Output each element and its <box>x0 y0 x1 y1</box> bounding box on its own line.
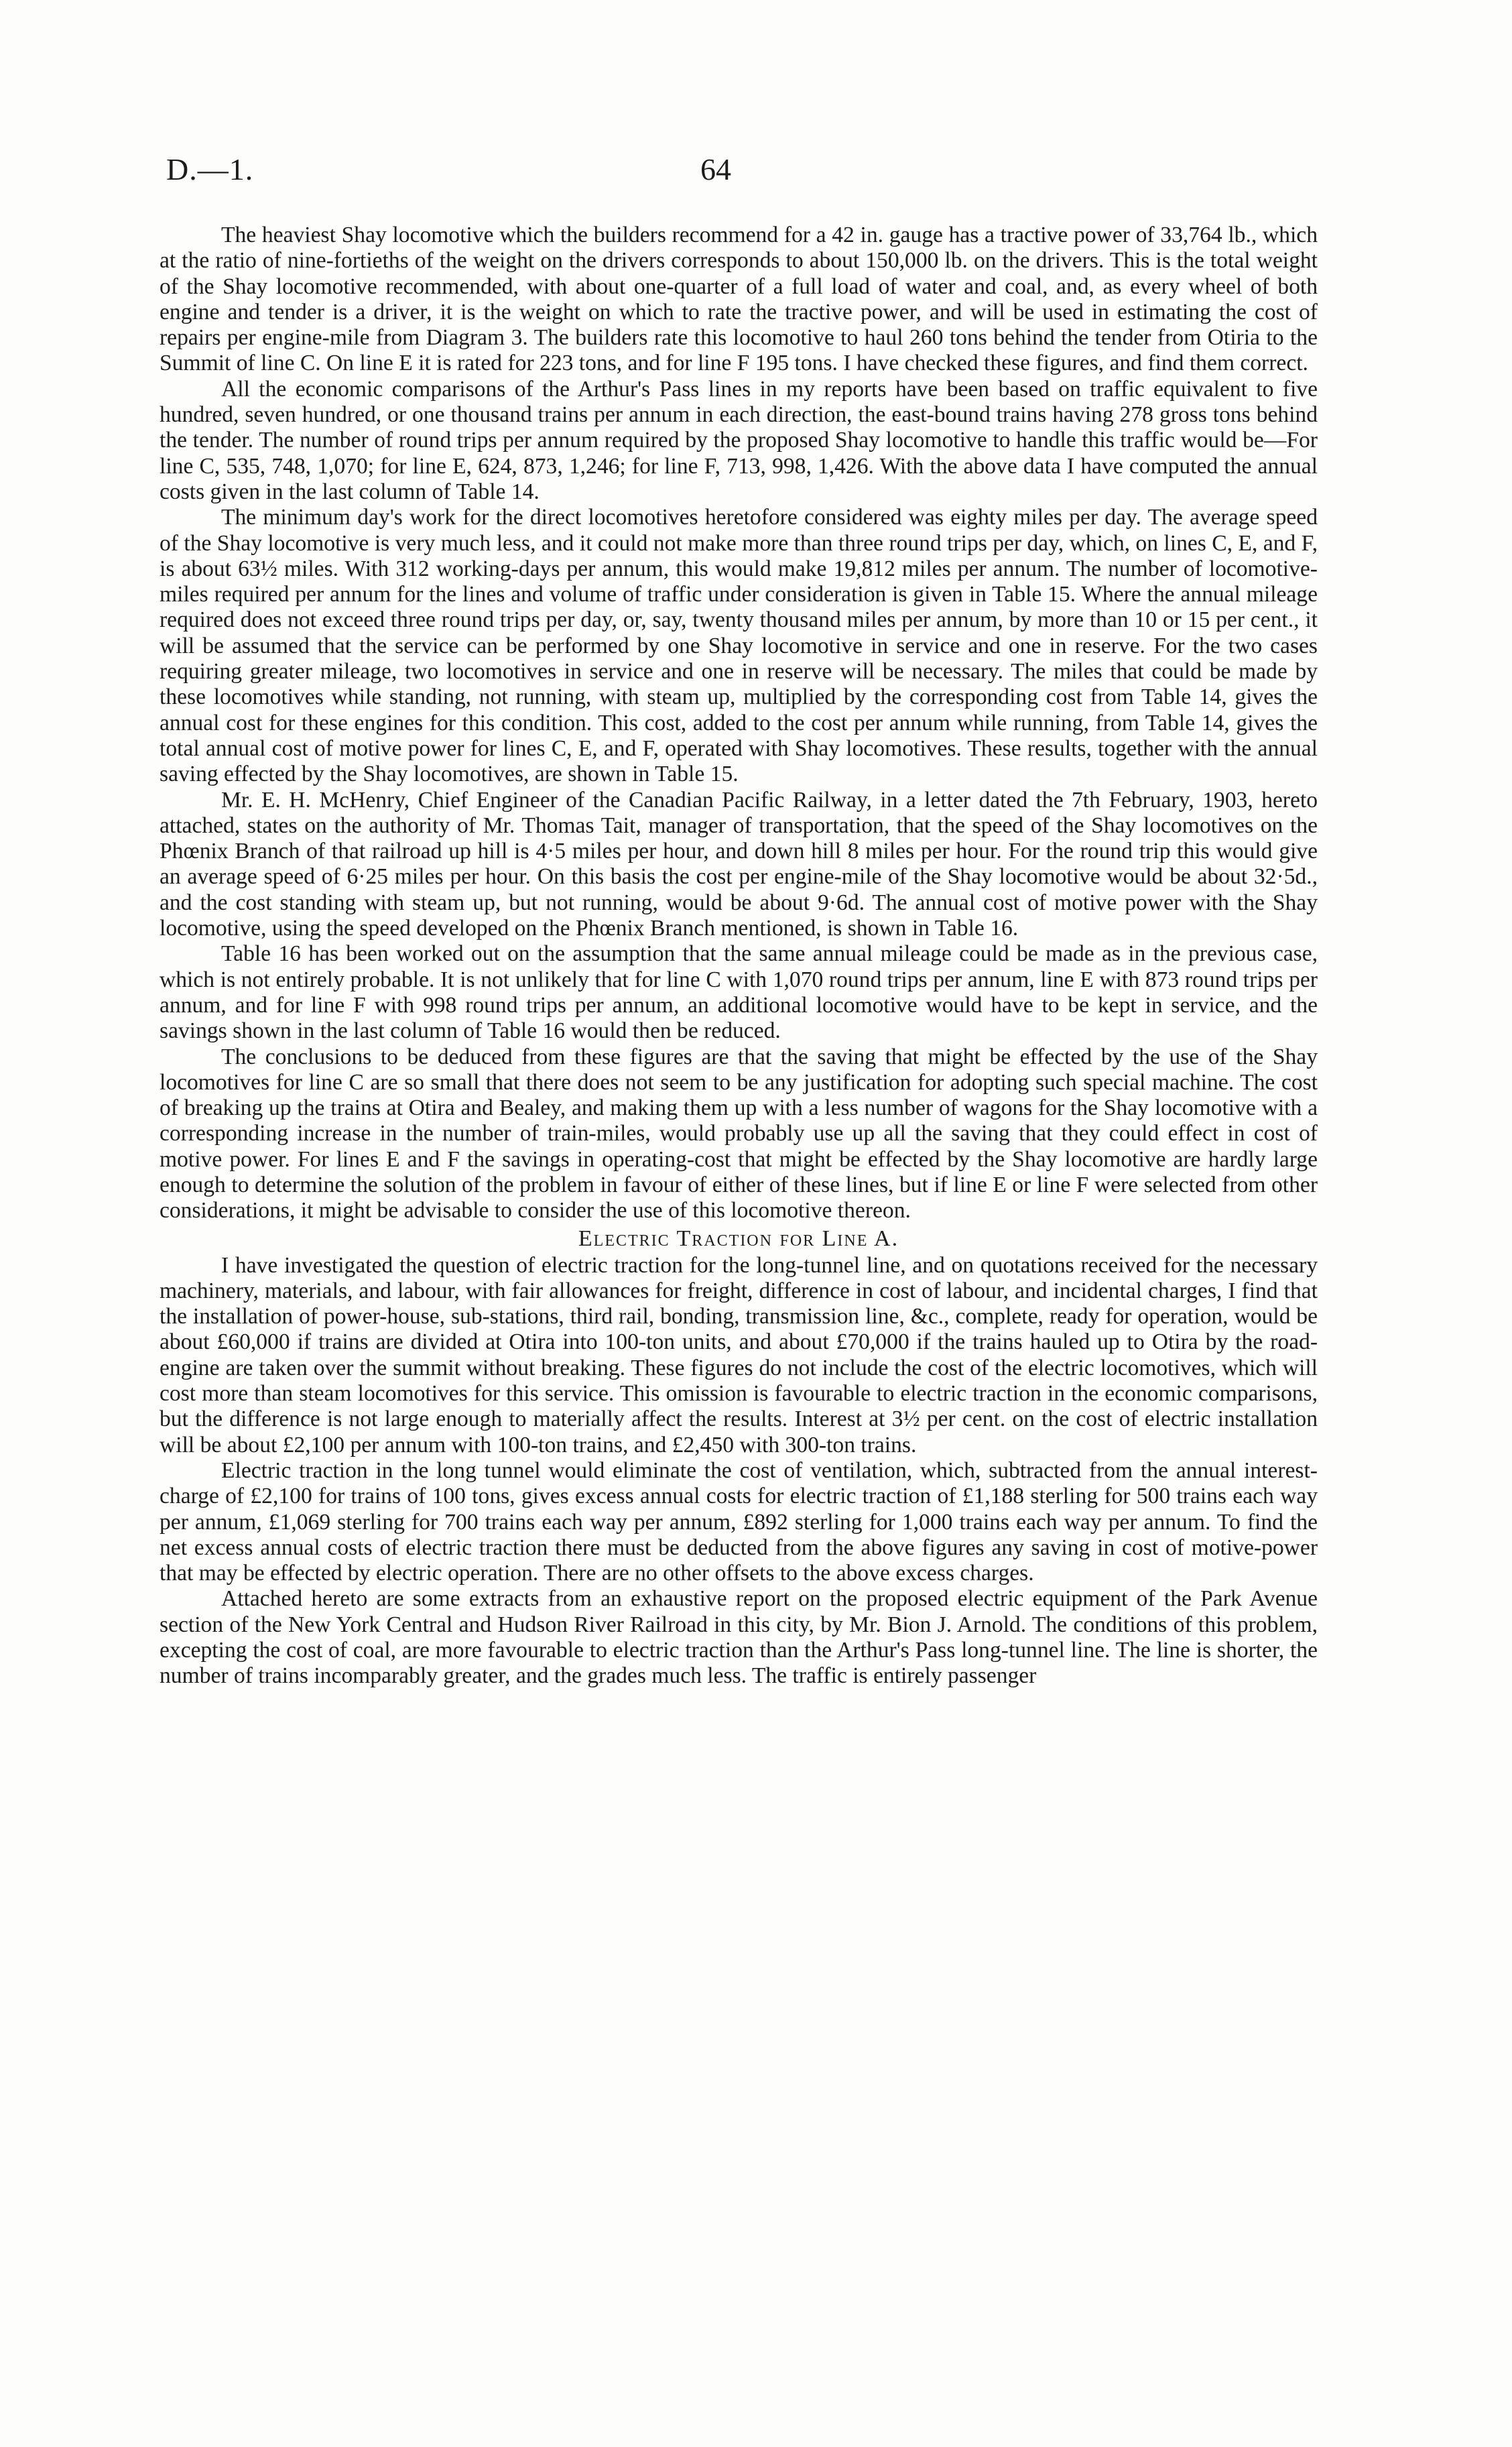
paragraph-shay-tractive-power: The heaviest Shay locomotive which the builders recommend for a 42 in. gauge has a tractive power of 33,764 lb., which at the ratio of nine-fortieths of the weight on the drivers corresponds to about 150,000 lb. on the drivers. This is the total weight of the Shay locomotive recommended, with about one-quarter of a full load of water and coal, and, as every wheel of both engine and tender is a driver, it is the weight on which to rate the tractive power, and will be used in estimating the cost of repairs per engine-mile from Diagram 3. The builders rate this locomotive to haul 260 tons behind the tender from Otiria to the Summit of line C. On line E it is rated for 223 tons, and for line F 195 tons. I have checked these figures, and find them correct. <box>160 223 1318 376</box>
body-text <box>160 223 1318 1689</box>
document-reference: D.—1. <box>166 152 254 186</box>
paragraph-table-16: Table 16 has been worked out on the assumption that the same annual mileage could be made as in the previous case, which is not entirely probable. It is not unlikely that for line C with 1,070 round trips per annum, line E with 873 round trips per annum, and for line F with 998 round trips per annum, an additional locomotive would have to be kept in service, and the savings shown in the last column of Table 16 would then be reduced. <box>160 941 1318 1044</box>
paragraph-arnold-report: Attached hereto are some extracts from an exhaustive report on the proposed electric equipment of the Park Avenue section of the New York Central and Hudson River Railroad in this city, by Mr. Bion J. Arnold. The conditions of this problem, excepting the cost of coal, are more favourable to electric traction than the Arthur's Pass long-tunnel line. The line is shorter, the number of trains incomparably greater, and the grades much less. The traffic is entirely passenger <box>160 1586 1318 1689</box>
paragraph-mchenry-letter: Mr. E. H. McHenry, Chief Engineer of the Canadian Pacific Railway, in a letter dated the 7th February, 1903, hereto attached, states on the authority of Mr. Thomas Tait, manager of transportation, that the speed of the Shay locomotives on the Phœnix Branch of that railroad up hill is 4·5 miles per hour, and down hill 8 miles per hour. For the round trip this would give an average speed of 6·25 miles per hour. On this basis the cost per engine-mile of the Shay locomotive would be about 32·5d., and the cost standing with steam up, but not running, would be about 9·6d. The annual cost of motive power with the Shay locomotive, using the speed developed on the Phœnix Branch mentioned, is shown in Table 16. <box>160 787 1318 941</box>
page-number: 64 <box>700 152 731 186</box>
section-heading: Electric Traction for Line A. <box>578 1226 899 1251</box>
paragraph-electric-installation: I have investigated the question of electric traction for the long-tunnel line, and on quotations received for the necessary machinery, materials, and labour, with fair allowances for freight, difference in cost of labour, and incidental charges, I find that the installation of power-house, sub-stations, third rail, bonding, transmission line, &c., complete, ready for operation, would be about £60,000 if trains are divided at Otira into 100-ton units, and about £70,000 if the trains hauled up to Otira by the road-engine are taken over the summit without breaking. These figures do not include the cost of the electric locomotives, which will cost more than steam locomotives for this service. This omission is favourable to electric traction in the economic comparisons, but the difference is not large enough to materially affect the results. Interest at 3½ per cent. on the cost of electric installation will be about £2,100 per annum with 100-ton trains, and £2,450 with 300-ton trains. <box>160 1252 1318 1457</box>
paragraph-economic-comparisons: All the economic comparisons of the Arthur's Pass lines in my reports have been based on traffic equivalent to five hundred, seven hundred, or one thousand trains per annum in each direction, the east-bound trains having 278 gross tons behind the tender. The number of round trips per annum required by the proposed Shay locomotive to handle this traffic would be—For line C, 535, 748, 1,070; for line E, 624, 873, 1,246; for line F, 713, 998, 1,426. With the above data I have computed the annual costs given in the last column of Table 14. <box>160 376 1318 504</box>
paragraph-electric-ventilation: Electric traction in the long tunnel would eliminate the cost of ventilation, which, subtracted from the annual interest-charge of £2,100 for trains of 100 tons, gives excess annual costs for electric traction of £1,188 sterling for 500 trains each way per annum, £1,069 sterling for 700 trains each way per annum, £892 sterling for 1,000 trains each way per annum. To find the net excess annual costs of electric traction there must be deducted from the above figures any saving in cost of motive-power that may be effected by electric operation. There are no other offsets to the above excess charges. <box>160 1457 1318 1586</box>
paragraph-minimum-days-work: The minimum day's work for the direct locomotives heretofore considered was eighty miles per day. The average speed of the Shay locomotive is very much less, and it could not make more than three round trips per day, which, on lines C, E, and F, is about 63½ miles. With 312 working-days per annum, this would make 19,812 miles per annum. The number of locomotive-miles required per annum for the lines and volume of traffic under consideration is given in Table 15. Where the annual mileage required does not exceed three round trips per day, or, say, twenty thousand miles per annum, by more than 10 or 15 per cent., it will be assumed that the service can be performed by one Shay locomotive in service and one in reserve. For the two cases requiring greater mileage, two locomotives in service and one in reserve will be necessary. The miles that could be made by these locomotives while standing, not running, with steam up, multiplied by the corresponding cost from Table 14, gives the annual cost for these engines for this condition. This cost, added to the cost per annum while running, from Table 14, gives the total annual cost of motive power for lines C, E, and F, operated with Shay locomotives. These results, together with the annual saving effected by the Shay locomotives, are shown in Table 15. <box>160 505 1318 787</box>
paragraph-conclusions: The conclusions to be deduced from these figures are that the saving that might be effected by the use of the Shay locomotives for line C are so small that there does not seem to be any justification for adopting such special machine. The cost of breaking up the trains at Otira and Bealey, and making them up with a less number of wagons for the Shay locomotive with a corresponding increase in the number of train-miles, would probably use up all the saving that they could effect in cost of motive power. For lines E and F the savings in operating-cost that might be effected by the Shay locomotive are hardly large enough to determine the solution of the problem in favour of either of these lines, but if line E or line F were selected from other considerations, it might be advisable to consider the use of this locomotive thereon. <box>160 1044 1318 1224</box>
